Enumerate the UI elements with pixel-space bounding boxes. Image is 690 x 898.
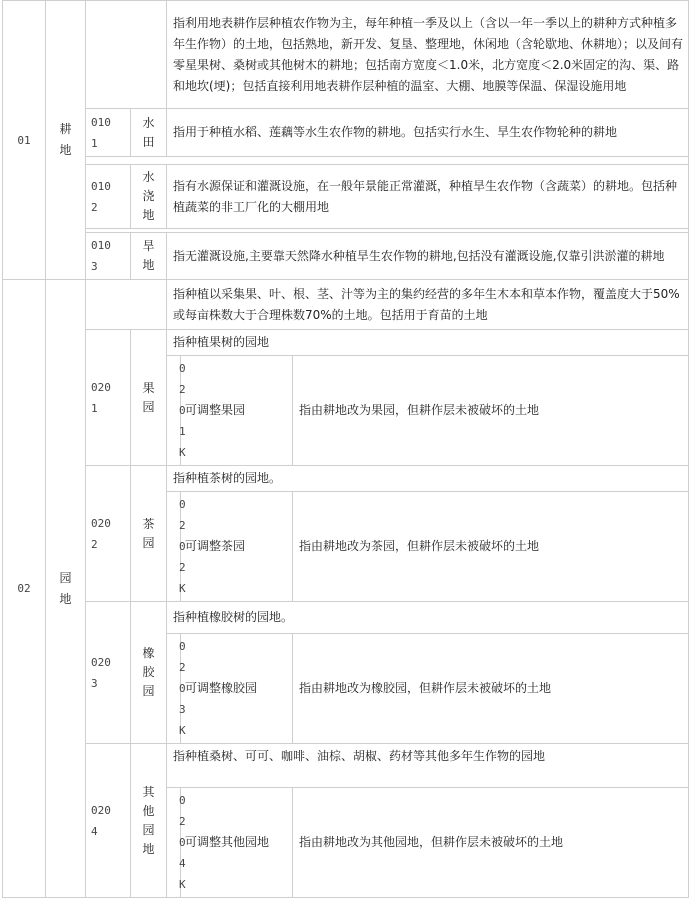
spacer-cell — [86, 157, 689, 165]
desc-cell-02: 指种植以采集果、叶、根、茎、汁等为主的集约经营的多年生木本和草本作物，覆盖度大于50%或每亩株数大于合理株数70%的土地。包括用于育苗的土地 — [167, 280, 689, 330]
code-cell-0103: 010 3 — [86, 233, 131, 280]
desc-cell-0201: 指种植果树的园地 — [167, 330, 689, 356]
desc-cell-0203k: 指由耕地改为橡胶园，但耕作层未被破坏的土地 — [293, 634, 689, 744]
code-cell-0204: 020 4 — [86, 744, 131, 898]
code-cell-0201: 020 1 — [86, 330, 131, 466]
table-row-0201 — [3, 330, 689, 356]
code-cell-0201k: 0201K — [167, 356, 181, 466]
name-cell-0101: 水 田 — [131, 109, 167, 157]
code-cell-0101: 010 1 — [86, 109, 131, 157]
name-cell-0202: 茶 园 — [131, 466, 167, 602]
table-row-0103 — [3, 233, 689, 280]
desc-cell-01: 指利用地表耕作层种植农作物为主，每年种植一季及以上（含以一年一季以上的耕种方式种植多年生作物）的土地，包括熟地，新开发、复垦、整理地，休闲地（含轮歇地、休耕地）；以及间有零星果树、桑树或其他树木的耕地；包括南方宽度＜1.0米，北方宽度＜2.0米固定的沟、渠、路和地坎(埂)；包括直接利用地表耕作层种植的温室、大棚、地膜等保温、保湿设施用地 — [167, 1, 689, 109]
desc-cell-0204k: 指由耕地改为其他园地，但耕作层未被破坏的土地 — [293, 788, 689, 898]
code-cell-0202k: 0202K — [167, 492, 181, 602]
name-cell-0201k: 可调整果园 — [181, 356, 293, 466]
desc-cell-0202: 指种植茶树的园地。 — [167, 466, 689, 492]
code-cell-0102: 010 2 — [86, 165, 131, 229]
name-cell-0201: 果 园 — [131, 330, 167, 466]
name-cell-0202k: 可调整茶园 — [181, 492, 293, 602]
desc-cell-0103: 指无灌溉设施,主要靠天然降水种植旱生农作物的耕地,包括没有灌溉设施,仅靠引洪淤灌的耕地 — [167, 233, 689, 280]
desc-cell-0204: 指种植桑树、可可、咖啡、油棕、胡椒、药材等其他多年生作物的园地 — [167, 744, 689, 788]
empty-cell — [86, 280, 167, 330]
table-row-0202 — [3, 466, 689, 492]
table-row-0102 — [3, 165, 689, 229]
name-cell-0203: 橡 胶 园 — [131, 602, 167, 744]
table-row-0204 — [3, 744, 689, 788]
name-cell-0203k: 可调整橡胶园 — [181, 634, 293, 744]
name-cell-0103: 旱 地 — [131, 233, 167, 280]
table-row-0203 — [3, 602, 689, 634]
code-cell-0204k: 0204K — [167, 788, 181, 898]
name-cell-0204: 其 他 园 地 — [131, 744, 167, 898]
code-cell-0202: 020 2 — [86, 466, 131, 602]
code-cell-0203: 020 3 — [86, 602, 131, 744]
name-cell-01: 耕 地 — [46, 1, 86, 280]
code-cell-02: 02 — [3, 280, 46, 898]
desc-cell-0201k: 指由耕地改为果园，但耕作层未被破坏的土地 — [293, 356, 689, 466]
table-row-0100 — [3, 1, 689, 109]
table-row-0200 — [3, 280, 689, 330]
table-row-0101 — [3, 109, 689, 157]
land-classification-table — [2, 0, 689, 898]
name-cell-0204k: 可调整其他园地 — [181, 788, 293, 898]
code-cell-01: 01 — [3, 1, 46, 280]
desc-cell-0101: 指用于种植水稻、莲藕等水生农作物的耕地。包括实行水生、旱生农作物轮种的耕地 — [167, 109, 689, 157]
desc-cell-0202k: 指由耕地改为茶园，但耕作层未被破坏的土地 — [293, 492, 689, 602]
empty-cell — [86, 1, 167, 109]
name-cell-02: 园 地 — [46, 280, 86, 898]
table-row-gap-1 — [3, 157, 689, 165]
desc-cell-0102: 指有水源保证和灌溉设施，在一般年景能正常灌溉，种植旱生农作物（含蔬菜）的耕地。包括种植蔬菜的非工厂化的大棚用地 — [167, 165, 689, 229]
code-cell-0203k: 0203K — [167, 634, 181, 744]
desc-cell-0203: 指种植橡胶树的园地。 — [167, 602, 689, 634]
name-cell-0102: 水 浇 地 — [131, 165, 167, 229]
